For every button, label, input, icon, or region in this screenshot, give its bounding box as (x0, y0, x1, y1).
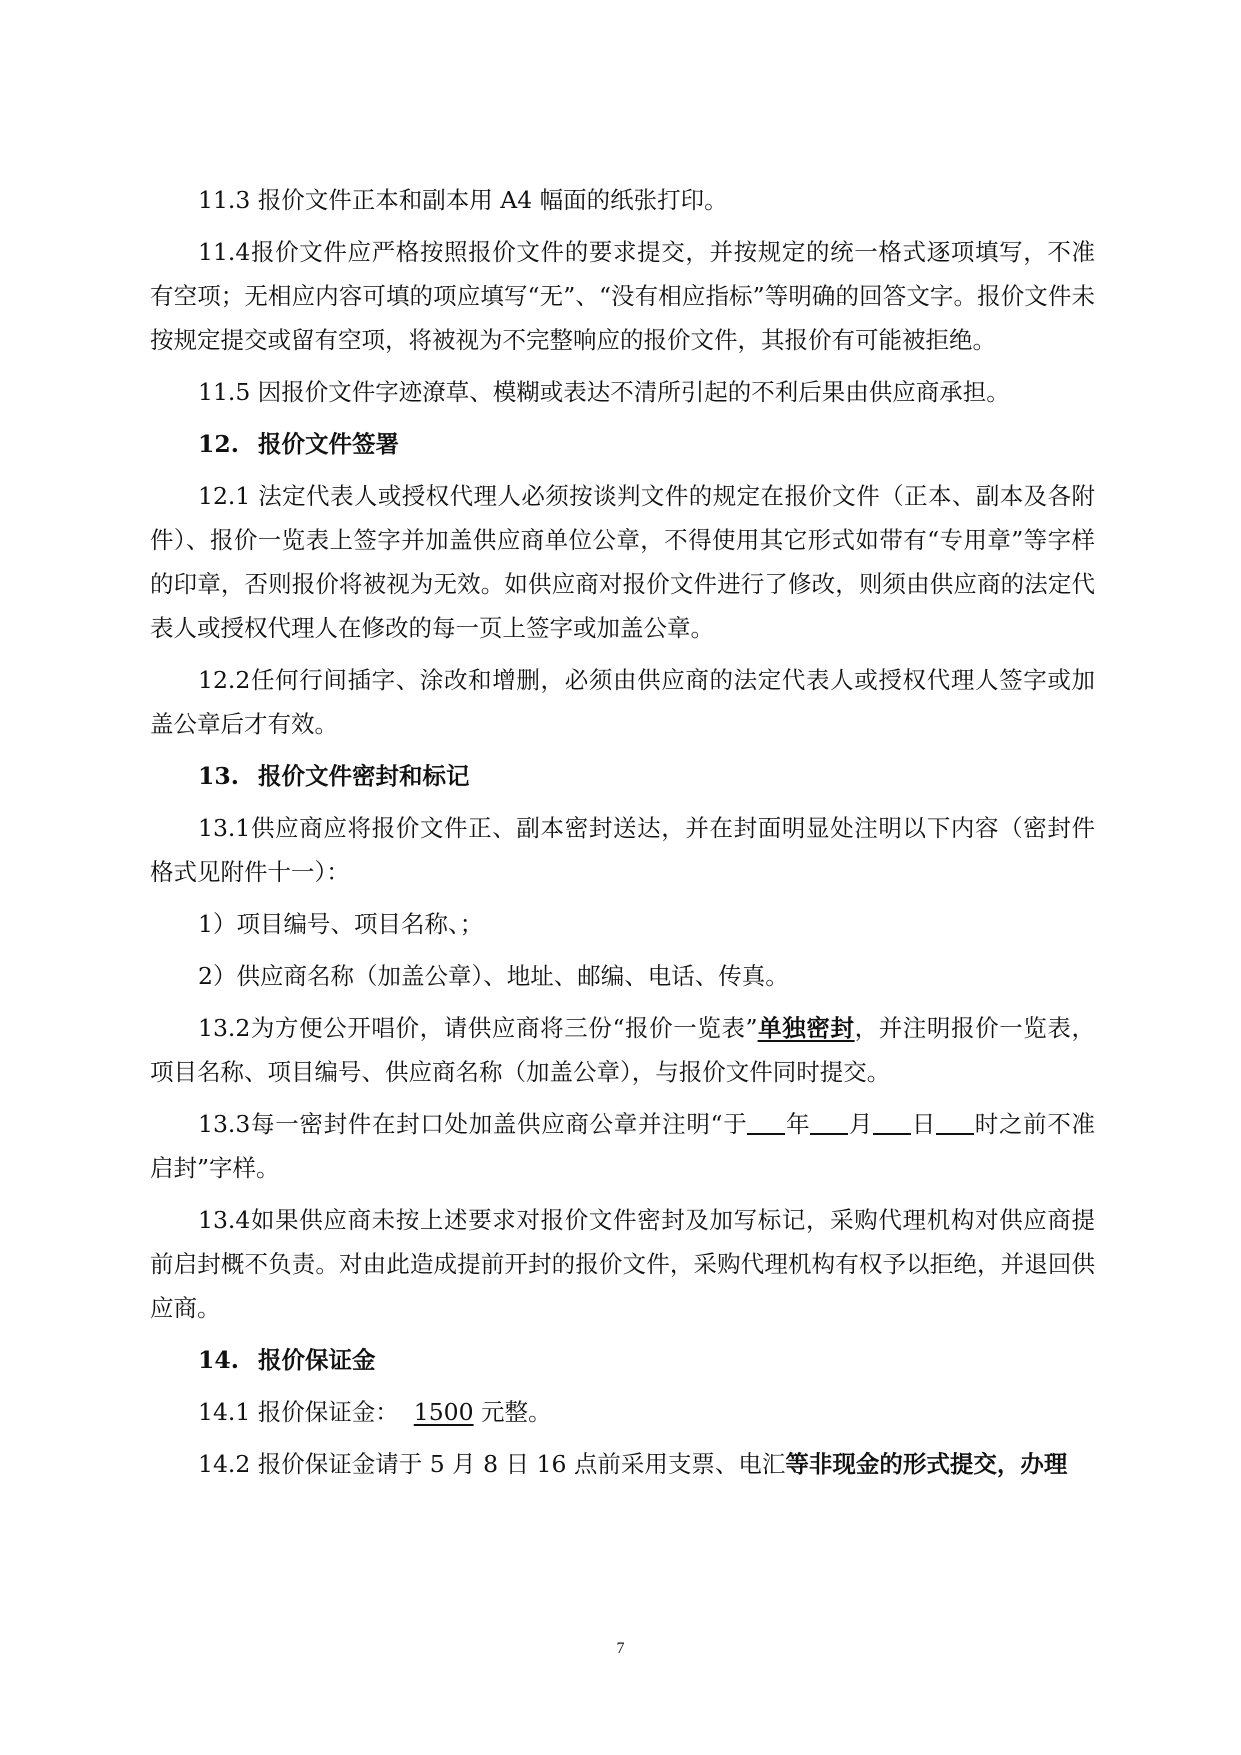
page-number: 7 (616, 1640, 625, 1657)
section-title: 报价文件密封和标记 (258, 762, 470, 790)
fill-blank (747, 1110, 785, 1136)
paragraph-11-5: 11.5 因报价文件字迹潦草、模糊或表达不清所引起的不利后果由供应商承担。 (198, 378, 1010, 406)
fill-blank (810, 1110, 848, 1136)
section-13-heading (150, 754, 1095, 798)
emphasis-non-cash: 等非现金的形式提交，办理 (785, 1450, 1068, 1478)
paragraph-11-4: 11.4报价文件应严格按照报价文件的要求提交，并按规定的统一格式逐项填写，不准有空项；无相应内容可填的项应填写“无”、“没有相应指标”等明确的回答文字。报价文件未按规定提交或留有空项，将被视为不完整响应的报价文件，其报价有可能被拒绝。 (150, 238, 1095, 354)
section-number: 14. (198, 1346, 239, 1374)
paragraph-13-2: 13.2为方便公开唱价，请供应商将三份“报价一览表”单独密封，并注明报价一览表，项目名称、项目编号、供应商名称（加盖公章），与报价文件同时提交。 (150, 1014, 1096, 1086)
paragraph-13-1: 13.1供应商应将报价文件正、副本密封送达，并在封面明显处注明以下内容（密封件格式见附件十一）： (150, 814, 1095, 886)
paragraph-14-2: 14.2 报价保证金请于 5 月 8 日 16 点前采用支票、电汇等非现金的形式提交，办理 (198, 1450, 1068, 1478)
paragraph-12-2: 12.2任何行间插字、涂改和增删，必须由供应商的法定代表人或授权代理人签字或加盖公章后才有效。 (150, 666, 1095, 738)
fill-blank (873, 1110, 911, 1136)
paragraph-13-3: 13.3每一密封件在封口处加盖供应商公章并注明“于 年 月 日 时之前不准启封”字样。 (150, 1110, 1096, 1182)
emphasis-sealed-separately: 单独密封 (757, 1014, 855, 1042)
fill-blank (936, 1110, 974, 1136)
section-14-heading (150, 1338, 1095, 1382)
deposit-amount: 1500 (413, 1398, 474, 1426)
paragraph-14-1: 14.1 报价保证金： 1500 元整。 (198, 1398, 552, 1426)
section-12-heading (150, 422, 1095, 466)
section-number: 13. (198, 762, 239, 790)
section-number: 12. (198, 430, 239, 458)
section-title: 报价保证金 (258, 1346, 376, 1374)
section-title: 报价文件签署 (258, 430, 399, 458)
paragraph-11-3: 11.3 报价文件正本和副本用 A4 幅面的纸张打印。 (198, 186, 728, 214)
list-item: 2）供应商名称（加盖公章）、地址、邮编、电话、传真。 (198, 962, 789, 990)
document-body (150, 178, 1095, 1494)
paragraph-13-4: 13.4如果供应商未按上述要求对报价文件密封及加写标记，采购代理机构对供应商提前启封概不负责。对由此造成提前开封的报价文件，采购代理机构有权予以拒绝，并退回供应商。 (150, 1206, 1095, 1322)
paragraph-12-1: 12.1 法定代表人或授权代理人必须按谈判文件的规定在报价文件（正本、副本及各附件）、报价一览表上签字并加盖供应商单位公章，不得使用其它形式如带有“专用章”等字样的印章，否则报价将被视为无效。如供应商对报价文件进行了修改，则须由供应商的法定代表人或授权代理人在修改的每一页上签字或加盖公章。 (150, 482, 1095, 642)
list-item: 1）项目编号、项目名称、； (198, 910, 484, 938)
